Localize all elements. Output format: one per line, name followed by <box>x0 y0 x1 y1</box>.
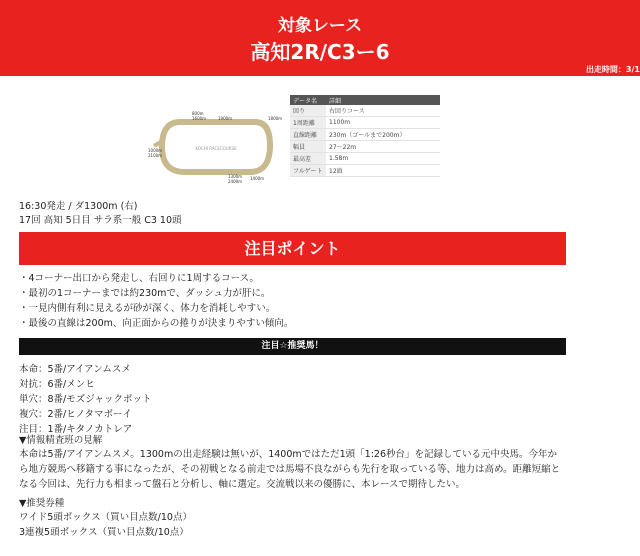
course-logo: KOCHI RACECOURSE <box>195 146 237 151</box>
list-item: 単穴：8番/モズジャックポット <box>19 394 152 405</box>
course-label: 1300m <box>228 174 243 179</box>
table-row: 幅員 27〜22m <box>290 141 440 153</box>
recommend-heading: 注目☆推奨馬！ <box>19 338 566 355</box>
course-map <box>140 100 285 185</box>
table-row: フルゲート 12頭 <box>290 165 440 177</box>
analysis-heading: ▼情報精査班の見解 <box>19 435 103 446</box>
course-label: 1400m <box>250 176 265 181</box>
table-header: データ名 <box>290 95 326 105</box>
race-title: 高知2R/C3ー6 <box>250 40 390 64</box>
recommend-list <box>19 362 564 437</box>
course-label: 1000m <box>148 148 163 153</box>
post-time: 出走時間：3/1 <box>585 65 640 74</box>
course-info-table <box>290 95 440 177</box>
course-label: 2400m <box>228 179 243 184</box>
table-row: 直線距離 230m（ゴールまで200m） <box>290 129 440 141</box>
list-item: ワイド5頭ボックス（買い目点数/10点） <box>19 512 192 523</box>
course-label: 1900m <box>218 116 233 121</box>
course-label: 1800m <box>268 116 283 121</box>
list-item: ・一見内側有利に見えるが砂が深く、体力を消耗しやすい。 <box>19 303 276 314</box>
attention-points <box>19 271 564 331</box>
course-label: 2100m <box>148 153 163 158</box>
tickets-heading: ▼推奨券種 <box>19 498 65 509</box>
list-item: 対抗：6番/メンヒ <box>19 379 95 390</box>
header-title: 対象レース <box>277 16 363 36</box>
header-banner <box>0 0 640 76</box>
course-label: 1600m <box>192 116 207 121</box>
list-item: 複穴：2番/ヒノタマボーイ <box>19 409 132 420</box>
race-info-line: 17回 高知 5日目 サラ系一般 C3 10頭 <box>19 215 182 226</box>
table-header: 詳細 <box>326 95 440 105</box>
list-item: 本命：5番/アイアンムスメ <box>19 364 131 375</box>
table-row: 1周距離 1100m <box>290 117 440 129</box>
list-item: 3連複5頭ボックス（買い目点数/10点） <box>19 527 189 538</box>
course-label: 800m <box>192 111 204 116</box>
attention-heading: 注目ポイント <box>19 232 566 265</box>
table-row: 最高差 1.58m <box>290 153 440 165</box>
analysis-body: 本命は5番/アイアンムスメ。1300mの出走経験は無いが、1400mではただ1頭「1:26秒台」を記録している元中央馬。今年から地方競馬へ移籍する事になったが、その初戦となる前走では馬場不良ながらも先行を取っている等、地力は高め。距離短縮となる今回は、先行力も相まって盤石と分析し、軸に選定。交流戦以来の優勝に、本レースで期待したい。 <box>19 449 561 490</box>
list-item: ・最初の1コーナーまでは約230mで、ダッシュ力が肝に。 <box>19 288 271 299</box>
race-info-line: 16:30発走 / ダ1300m (右) <box>19 201 138 212</box>
table-row: 回り 右回りコース <box>290 105 440 117</box>
list-item: ・最後の直線は200m、向正面からの捲りが決まりやすい傾向。 <box>19 318 294 329</box>
tickets-list <box>19 510 564 540</box>
list-item: 注目：1番/キタノカトレア <box>19 424 133 435</box>
list-item: ・4コーナー出口から発走し、右回りに1周するコース。 <box>19 273 259 284</box>
